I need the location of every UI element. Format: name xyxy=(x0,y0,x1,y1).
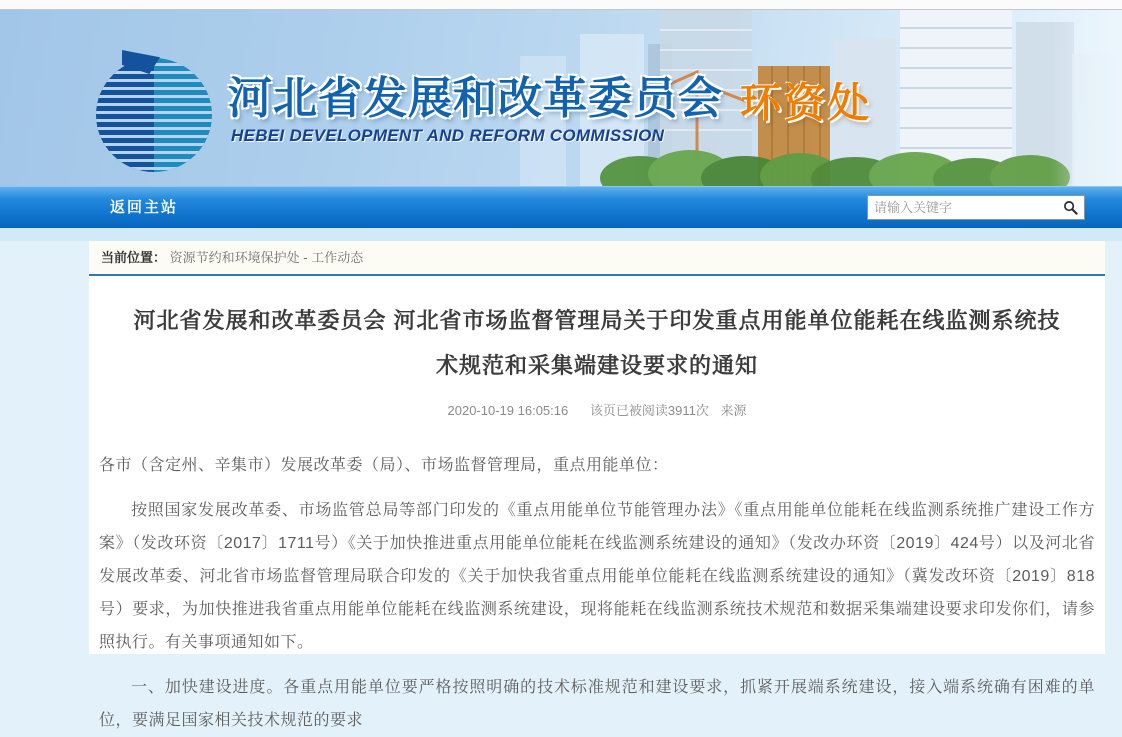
breadcrumb-page[interactable]: 工作动态 xyxy=(311,250,364,265)
article-paragraph: 一、加快建设进度。各重点用能单位要严格按照明确的技术标准规范和建设要求，抓紧开展端系统建设，接入端系统确有困难的单位，要满足国家相关技术规范的要求 xyxy=(99,679,1095,729)
search-box xyxy=(867,195,1085,220)
breadcrumb xyxy=(89,241,1105,276)
site-title[interactable]: 河北省发展和改革委员会 xyxy=(228,74,723,123)
article xyxy=(89,298,1105,737)
source-label: 来源 xyxy=(720,403,747,418)
magnifier-icon xyxy=(1063,200,1078,215)
globe-icon xyxy=(96,58,212,172)
search-input[interactable] xyxy=(868,200,1056,215)
site-logo[interactable] xyxy=(96,50,216,174)
article-paragraph: 按照国家发展改革委、市场监管总局等部门印发的《重点用能单位节能管理办法》《重点用能单位能耗在线监测系统推广建设工作方案》（发改环资〔2017〕1711号）《关于加快推进重点用能单位能耗在线监测系统建设的通知》（发改办环资〔2019〕424号）以及河北省发展改革委、河北省市场监督管理局联合印发的《关于加快我省重点用能单位能耗在线监测系统建设的通知》（冀发改环资〔2019〕818号）要求，为加快推进我省重点用能单位能耗在线监测系统建设，现将能耗在线监测系统技术规范和数据采集端建设要求印发你们，请参照执行。有关事项通知如下。 xyxy=(99,502,1095,651)
content-container xyxy=(89,241,1105,729)
article-meta xyxy=(99,400,1095,419)
article-body xyxy=(99,449,1095,737)
main-navbar xyxy=(0,186,1122,228)
site-subtitle-english: HEBEI DEVELOPMENT AND REFORM COMMISSION xyxy=(231,126,665,145)
page-background xyxy=(0,241,1122,729)
back-home-link[interactable]: 返回主站 xyxy=(110,199,179,216)
article-title: 河北省发展和改革委员会 河北省市场监督管理局关于印发重点用能单位能耗在线监测系统技术规范和采集端建设要求的通知 xyxy=(133,308,1061,378)
site-banner xyxy=(0,10,1122,186)
article-paragraph: 各市（含定州、辛集市）发展改革委（局）、市场监督管理局，重点用能单位： xyxy=(99,457,669,474)
breadcrumb-section[interactable]: 资源节约和环境保护处 xyxy=(169,250,300,265)
publish-time: 2020-10-19 16:05:16 xyxy=(447,403,569,418)
breadcrumb-separator: - xyxy=(299,250,312,265)
breadcrumb-label: 当前位置： xyxy=(101,250,167,265)
read-count: 该页已被阅读3911次 xyxy=(589,403,709,418)
browser-top-strip xyxy=(0,0,1122,10)
department-name: 环资处 xyxy=(740,80,872,126)
divider-strip xyxy=(0,228,1122,241)
search-button[interactable] xyxy=(1056,196,1084,219)
